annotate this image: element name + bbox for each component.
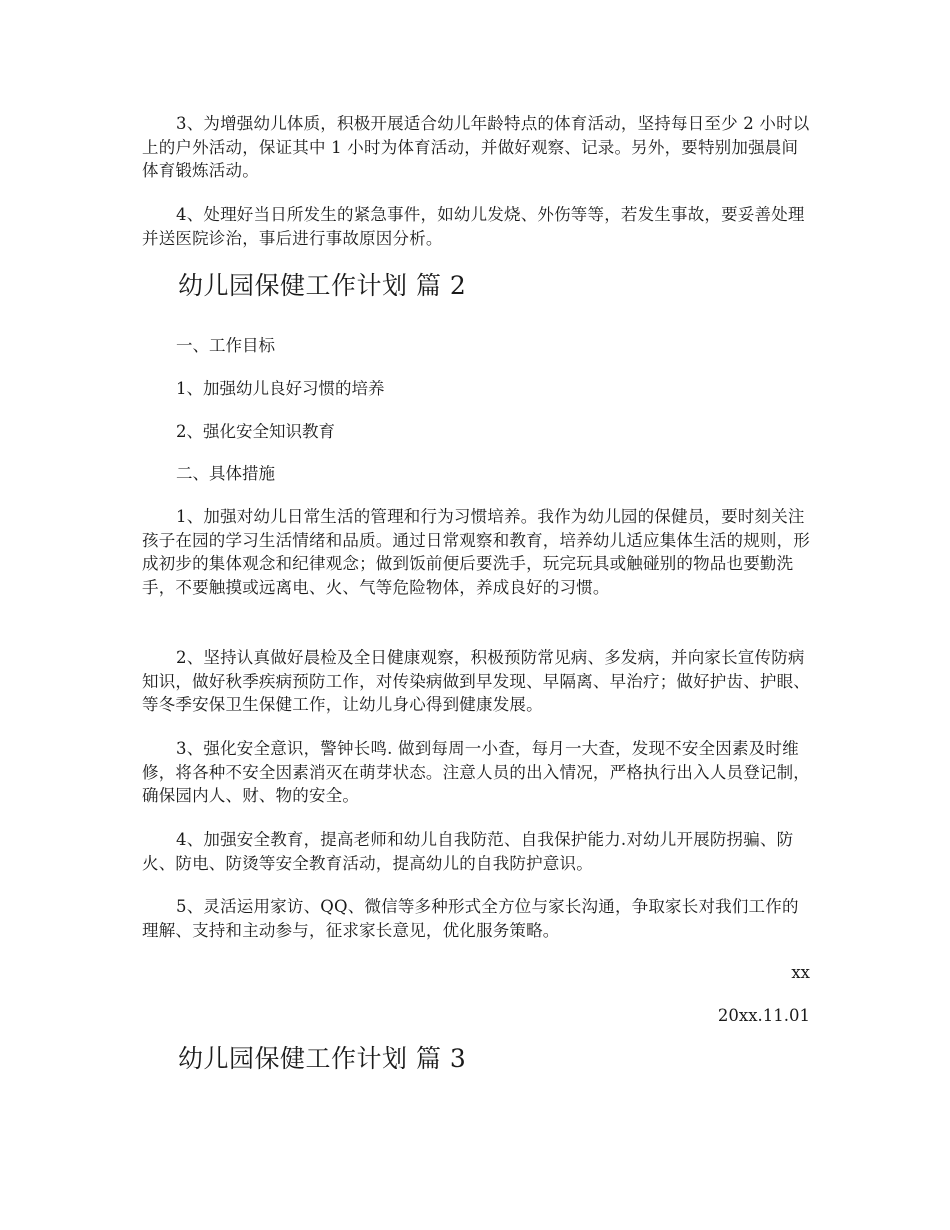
goal-title: 一、工作目标 xyxy=(176,336,275,355)
measure-item-4: 4、加强安全教育，提高老师和幼儿自我防范、自我保护能力.对幼儿开展防拐骗、防火、防电、防烫等安全教育活动，提高幼儿的自我防护意识。 xyxy=(142,830,794,873)
measure-item-5: 5、灵活运用家访、QQ、微信等多种形式全方位与家长沟通，争取家长对我们工作的理解、支持和主动参与，征求家长意见，优化服务策略。 xyxy=(142,897,799,940)
section-heading-3: 幼儿园保健工作计划 篇 3 xyxy=(178,1044,467,1073)
measures-title: 二、具体措施 xyxy=(176,464,275,483)
goal-item-1: 1、加强幼儿良好习惯的培养 xyxy=(176,379,385,398)
measure-item-2: 2、坚持认真做好晨检及全日健康观察，积极预防常见病、多发病，并向家长宣传防病知识，做好秋季疾病预防工作，对传染病做到早发现、早隔离、早治疗；做好护齿、护眼、等冬季安保卫生保健工作，让幼儿身心得到健康发展。 xyxy=(142,648,810,714)
measure-item-3: 3、强化安全意识，警钟长鸣. 做到每周一小查，每月一大查，发现不安全因素及时维修，将各种不安全因素消灭在萌芽状态。注意人员的出入情况，严格执行出入人员登记制，确保园内人、财、物的安全。 xyxy=(142,739,810,805)
paragraph-physical-activity: 3、为增强幼儿体质，积极开展适合幼儿年龄特点的体育活动，坚持每日至少 2 小时以上的户外活动，保证其中 1 小时为体育活动，并做好观察、记录。另外，要特别加强晨间体育锻炼活动。 xyxy=(142,114,810,180)
measure-item-1: 1、加强对幼儿日常生活的管理和行为习惯培养。我作为幼儿园的保健员，要时刻关注孩子在园的学习生活情绪和品质。通过日常观察和教育，培养幼儿适应集体生活的规则，形成初步的集体观念和纪律观念；做到饭前便后要洗手，玩完玩具或触碰别的物品也要勤洗手，不要触摸或远离电、火、气等危险物体，养成良好的习惯。 xyxy=(142,507,810,597)
section-heading-2: 幼儿园保健工作计划 篇 2 xyxy=(178,271,467,300)
signature: xx xyxy=(791,963,810,982)
paragraph-emergency-handling: 4、处理好当日所发生的紧急事件，如幼儿发烧、外伤等等，若发生事故，要妥善处理并送医院诊治，事后进行事故原因分析。 xyxy=(142,205,805,248)
date: 20xx.11.01 xyxy=(717,1006,810,1025)
goal-item-2: 2、强化安全知识教育 xyxy=(176,422,335,441)
